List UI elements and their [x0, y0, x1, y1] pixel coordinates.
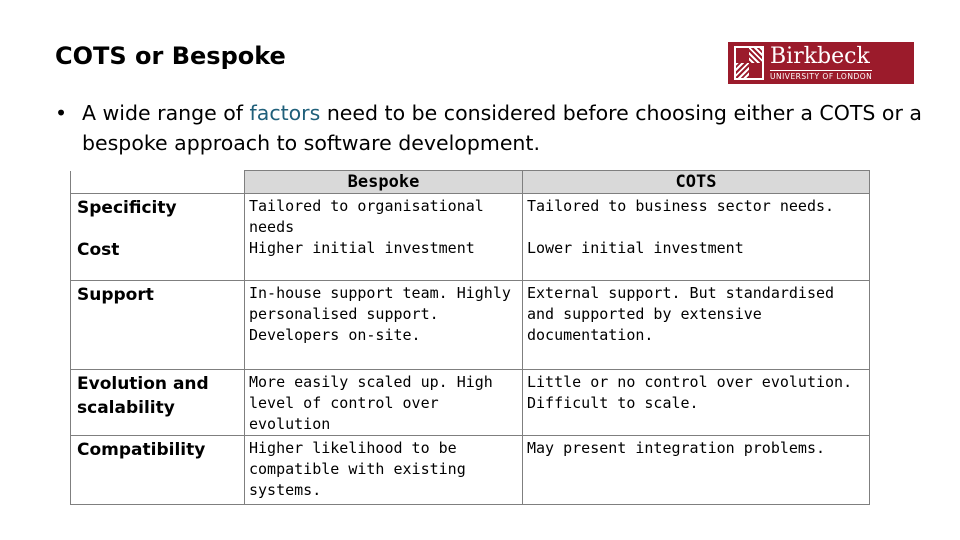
bullet-highlight-link[interactable]: factors	[249, 101, 321, 125]
comparison-table	[70, 170, 870, 505]
bespoke-cell: Tailored to organisational needs	[245, 194, 523, 239]
bullet-text-before: A wide range of	[82, 101, 250, 125]
bespoke-cell: More easily scaled up. High level of control over evolution	[245, 370, 523, 436]
bullet-point	[55, 98, 922, 158]
bespoke-cell: Higher initial investment	[245, 238, 523, 281]
table-row	[71, 194, 870, 239]
logo-subtitle: UNIVERSITY OF LONDON	[770, 71, 873, 81]
table-row	[71, 281, 870, 370]
logo-name: Birkbeck	[770, 43, 870, 69]
cots-cell: Lower initial investment	[523, 238, 870, 281]
crest-icon	[734, 46, 764, 80]
row-label: Compatibility	[71, 436, 245, 505]
header-blank	[71, 171, 245, 194]
header-cots: COTS	[523, 171, 870, 194]
cots-cell: External support. But standardised and supported by extensive documentation.	[523, 281, 870, 370]
slide-title: COTS or Bespoke	[55, 42, 286, 70]
cots-cell: Little or no control over evolution. Difficult to scale.	[523, 370, 870, 436]
table-row	[71, 370, 870, 436]
row-label: Evolution and scalability	[71, 370, 245, 436]
bespoke-cell: Higher likelihood to be compatible with existing systems.	[245, 436, 523, 505]
bespoke-cell: In-house support team. Highly personalised support. Developers on-site.	[245, 281, 523, 370]
row-label: Specificity	[71, 194, 245, 239]
birkbeck-logo	[728, 42, 914, 84]
bullet-text-after: need to be considered before choosing either a COTS or a bespoke approach to software development.	[82, 101, 922, 155]
table-row	[71, 238, 870, 281]
cots-cell: May present integration problems.	[523, 436, 870, 505]
cots-cell: Tailored to business sector needs.	[523, 194, 870, 239]
bullet-marker: •	[55, 101, 68, 125]
header-bespoke: Bespoke	[245, 171, 523, 194]
row-label: Cost	[71, 238, 245, 281]
row-label: Support	[71, 281, 245, 370]
table-row	[71, 436, 870, 505]
